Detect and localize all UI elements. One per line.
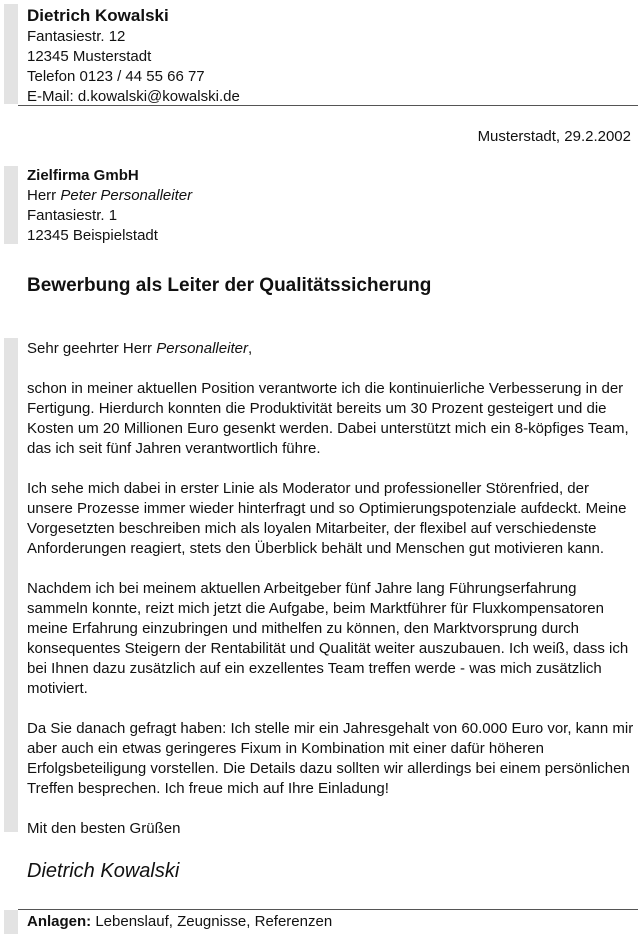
sender-email: E-Mail: d.kowalski@kowalski.de [27, 88, 240, 105]
recipient-margin-bar [4, 166, 18, 244]
paragraph-line: Da Sie danach gefragt haben: Ich stelle mir ein Jahresgehalt von 60.000 Euro vor, kann mir [27, 720, 634, 737]
recipient-contact-name: Peter Personalleiter [60, 187, 193, 204]
sender-name: Dietrich Kowalski [27, 6, 169, 25]
paragraph-line: aber auch ein etwas geringeres Fixum in Kombination mit einer dafür höheren [27, 740, 544, 757]
paragraph-line: Nachdem ich bei meinem aktuellen Arbeitgeber fünf Jahre lang Führungserfahrung [27, 580, 577, 597]
letter-body [27, 339, 633, 839]
header-divider [18, 105, 638, 106]
spacer [27, 359, 633, 379]
greeting [27, 339, 633, 359]
spacer [27, 699, 633, 719]
attachments-label: Anlagen: [27, 913, 92, 930]
spacer [27, 559, 633, 579]
spacer [27, 799, 633, 819]
paragraph-line: Vorgesetzten beschreiben mich als loyalen Mitarbeiter, der flexibel auf verschiedenste [27, 520, 597, 537]
attachments-divider [18, 909, 638, 910]
sender-block [27, 5, 240, 107]
paragraph-line: Treffen besprechen. Ich freue mich auf Ihre Einladung! [27, 780, 389, 797]
attachments-text: Lebenslauf, Zeugnisse, Referenzen [91, 913, 333, 930]
recipient-contact [27, 186, 192, 206]
sender-margin-bar [4, 4, 18, 104]
body-paragraph [27, 579, 633, 719]
signature: Dietrich Kowalski [27, 860, 180, 882]
paragraph-line: Kosten um 20 Millionen Euro gesenkt werden. Dabei unterstützt mich ein 8-köpfiges Team, [27, 420, 629, 437]
paragraph-line: meine Erfahrung einzubringen und mithelfen zu können, den Marktvorsprung durch [27, 620, 579, 637]
recipient-salutation: Herr [27, 187, 61, 204]
paragraph-line: konsequentes Steigern der Rentabilität und Qualität weiter auszubauen. Ich weiß, dass ich [27, 640, 629, 657]
body-paragraph [27, 719, 633, 819]
paragraph-line: Erfolgsbeteiligung vorstellen. Die Details dazu sollten wir allerdings bei einem persönlichen [27, 760, 630, 777]
recipient-company: Zielfirma GmbH [27, 167, 139, 184]
paragraph-line: Anforderungen reagiert, stets den Überblick behält und Menschen gut motivieren kann. [27, 540, 605, 557]
recipient-block [27, 166, 192, 246]
paragraph-line: motiviert. [27, 680, 88, 697]
recipient-street: Fantasiestr. 1 [27, 207, 118, 224]
sender-street: Fantasiestr. 12 [27, 28, 126, 45]
attachments-margin-bar [4, 910, 18, 934]
recipient-city: 12345 Beispielstadt [27, 227, 158, 244]
letter-subject: Bewerbung als Leiter der Qualitätssicherung [27, 275, 432, 296]
body-paragraphs [27, 379, 633, 819]
letter-date: Musterstadt, 29.2.2002 [477, 128, 631, 145]
paragraph-line: Ich sehe mich dabei in erster Linie als Moderator und professioneller Störenfried, der [27, 480, 589, 497]
sender-city: 12345 Musterstadt [27, 48, 152, 65]
spacer [27, 459, 633, 479]
greeting-suffix: , [247, 340, 253, 357]
paragraph-line: schon in meiner aktuellen Position verantworte ich die kontinuierliche Verbesserung in der [27, 380, 624, 397]
paragraph-line: bei Ihnen dazu zusätzlich auf ein exzellentes Team treffen werde - was mich zusätzlich [27, 660, 602, 677]
closing: Mit den besten Grüßen [27, 820, 181, 837]
body-margin-bar [4, 338, 18, 832]
body-paragraph [27, 479, 633, 579]
body-paragraph [27, 379, 633, 479]
greeting-name: Personalleiter [156, 340, 248, 357]
paragraph-line: unsere Prozesse immer wieder hinterfragt und so Optimierungspotenziale aufdeckt. Meine [27, 500, 627, 517]
sender-phone: Telefon 0123 / 44 55 66 77 [27, 68, 205, 85]
paragraph-line: das ich seit fünf Jahren verantwortlich führe. [27, 440, 321, 457]
paragraph-line: Fertigung. Hierdurch konnten die Produktivität bereits um 30 Prozent gesteigert und die [27, 400, 607, 417]
paragraph-line: sammeln konnte, reizt mich jetzt die Aufgabe, beim Marktführer für Fluxkompensatoren [27, 600, 604, 617]
greeting-prefix: Sehr geehrter Herr [27, 340, 157, 357]
attachments [27, 912, 332, 932]
